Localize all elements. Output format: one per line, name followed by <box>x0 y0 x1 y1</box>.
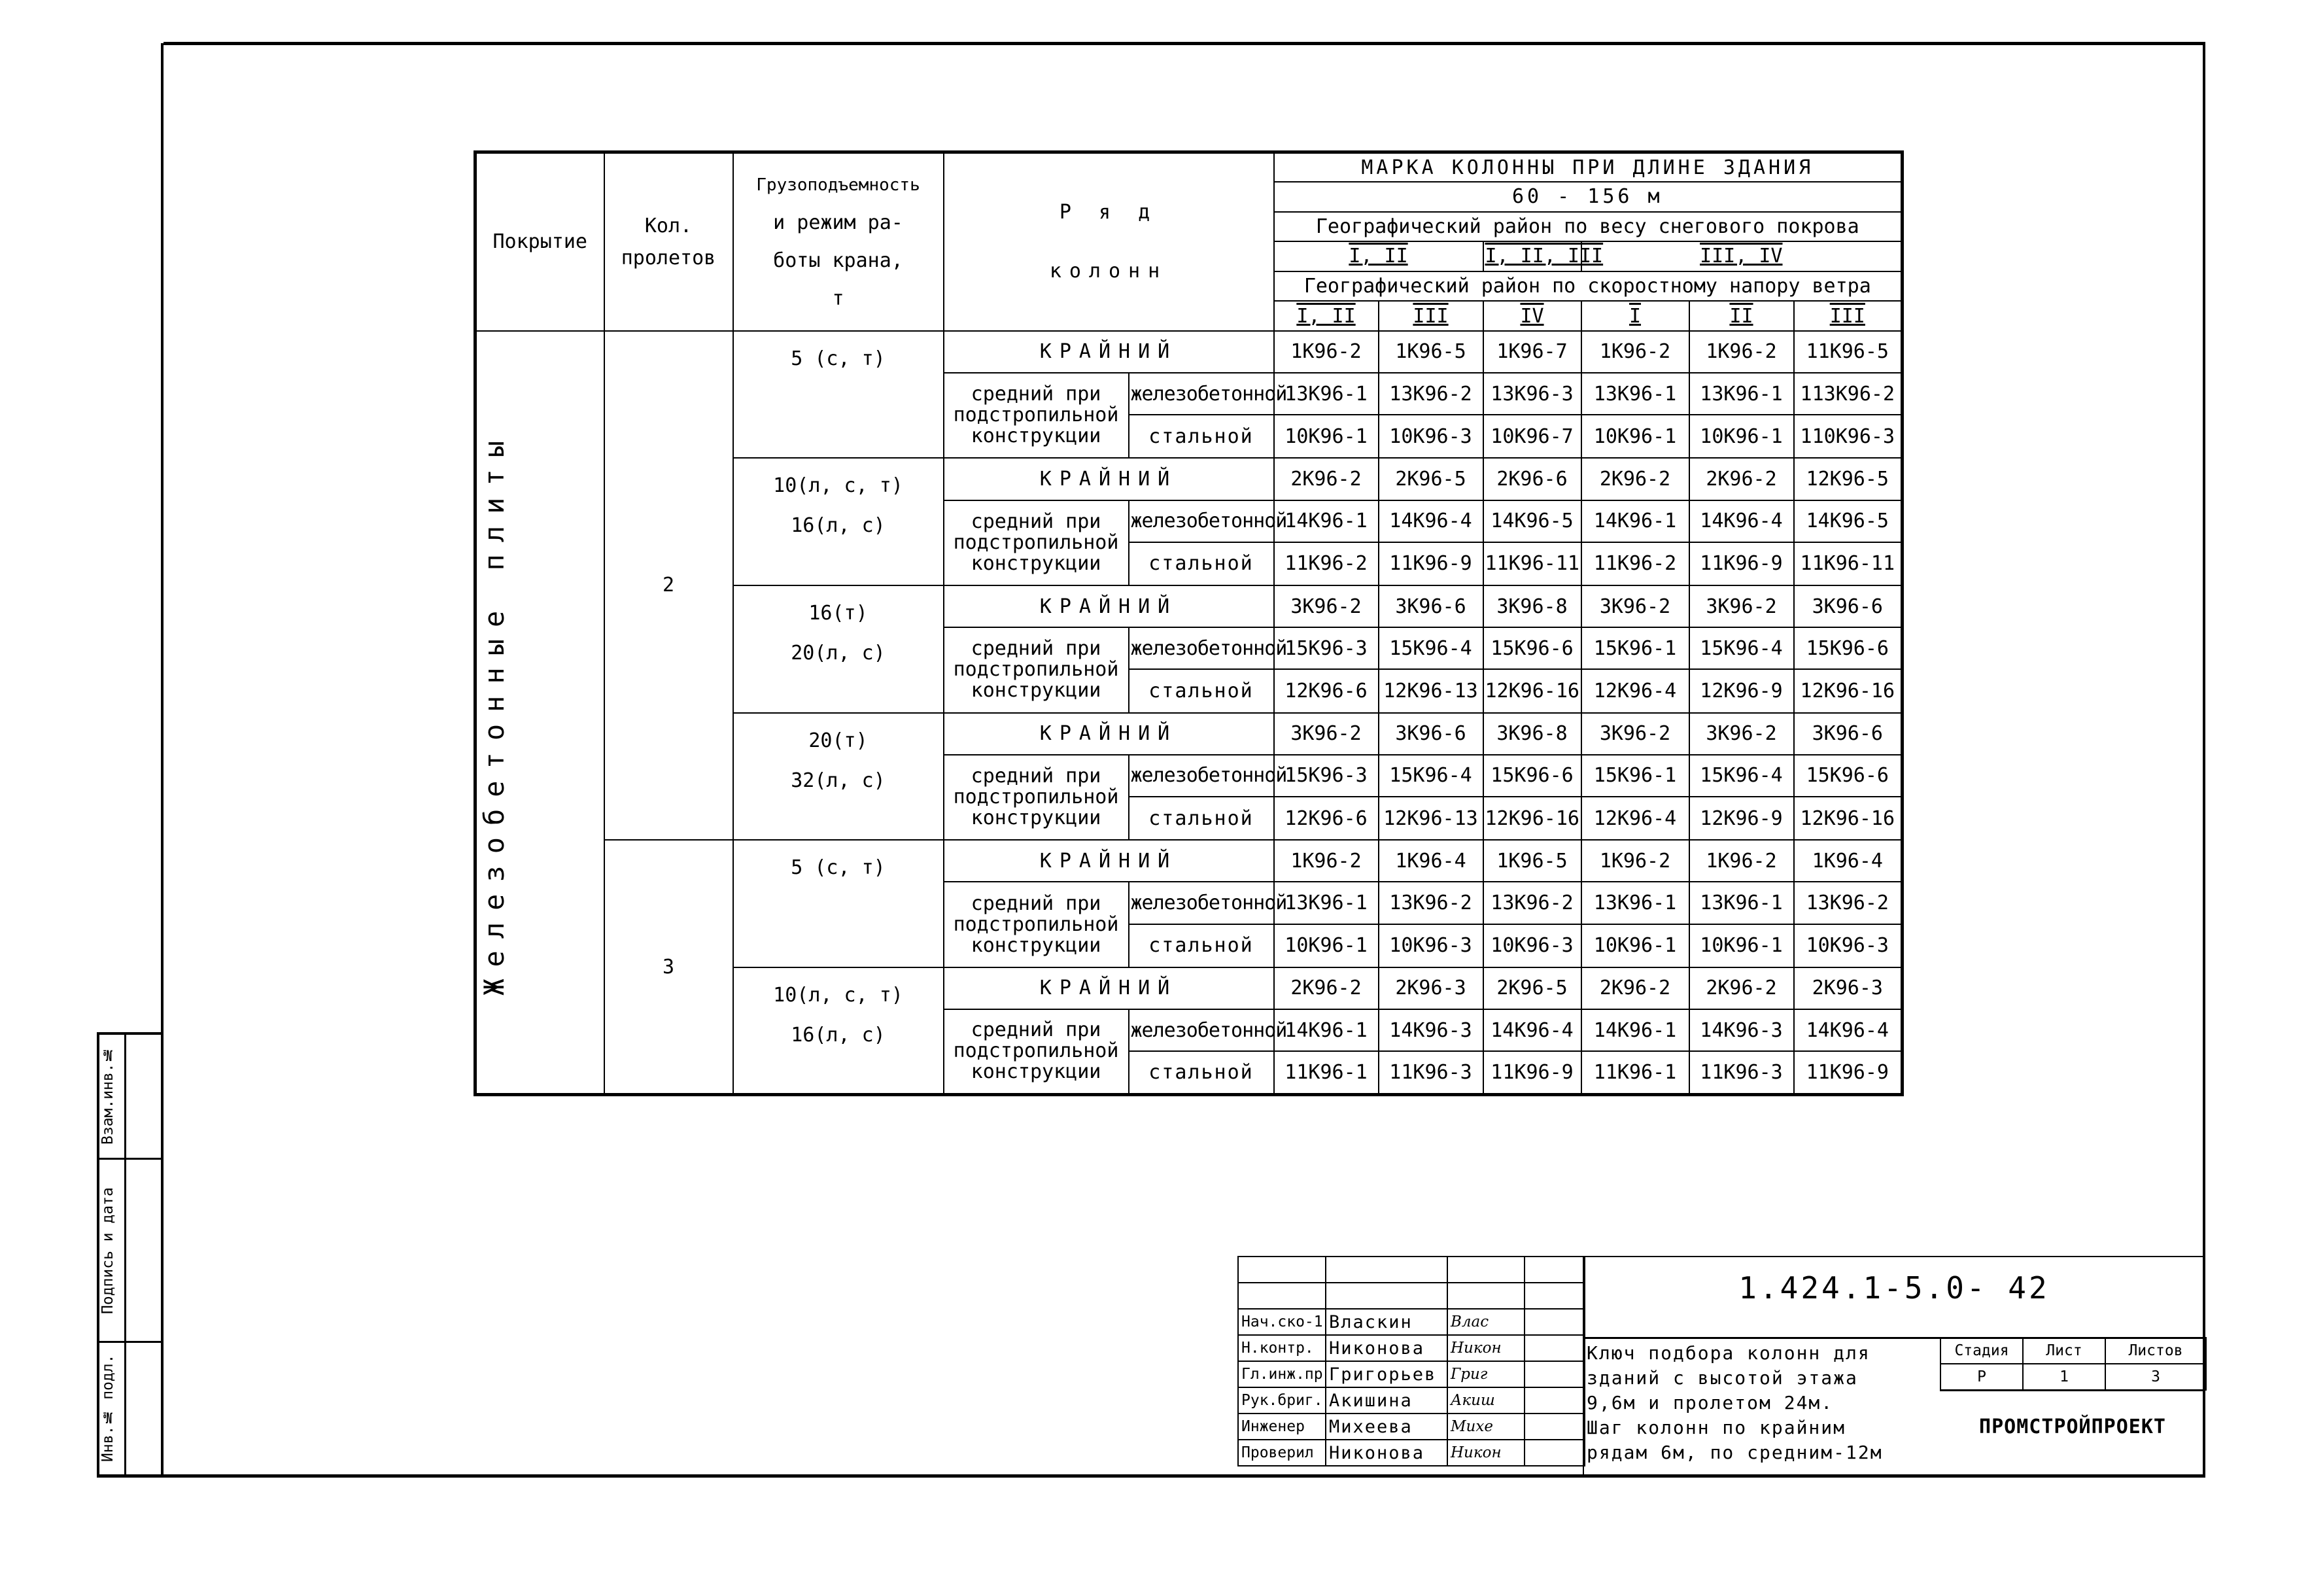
edge-mark: 3К96-6 <box>1379 585 1483 627</box>
row-middle-label: средний при подстропильной конструкции <box>944 755 1129 840</box>
rc-mark: 13К96-3 <box>1483 373 1581 415</box>
steel-mark: 10К96-1 <box>1581 924 1689 967</box>
rc-mark: 14К96-4 <box>1483 1009 1581 1051</box>
signature-row <box>1238 1335 1585 1361</box>
steel-mark: 10К96-1 <box>1689 415 1794 458</box>
crane-load: 16(л, с) <box>791 514 886 538</box>
wind-group: I <box>1581 301 1689 331</box>
person-role: Инженер <box>1238 1414 1326 1440</box>
margin-sep-1 <box>97 1158 164 1160</box>
edge-mark: 1К96-5 <box>1379 331 1483 373</box>
org-top-line <box>1940 1389 2205 1391</box>
rc-mark: 15К96-6 <box>1794 627 1903 669</box>
rc-label: железобетонной <box>1129 755 1274 797</box>
edge-mark: 2К96-2 <box>1274 967 1379 1009</box>
margin-sep-2 <box>97 1341 164 1343</box>
wind-group: IV <box>1483 301 1581 331</box>
crane-load-cell <box>733 458 944 585</box>
sheets-label: Листов <box>2105 1338 2206 1364</box>
rc-mark: 13К96-1 <box>1274 882 1379 924</box>
coverage-label: Железобетонные плиты <box>478 429 510 996</box>
person-name: Григорьев <box>1326 1361 1447 1387</box>
edge-mark: 1К96-2 <box>1274 331 1379 373</box>
sheets-value: 3 <box>2105 1364 2206 1390</box>
crane-load: 32(л, с) <box>791 769 886 792</box>
rc-mark: 13К96-2 <box>1483 882 1581 924</box>
edge-mark: 3К96-2 <box>1274 585 1379 627</box>
wind-group: III <box>1379 301 1483 331</box>
rc-mark: 13К96-1 <box>1581 882 1689 924</box>
edge-mark: 1К96-2 <box>1689 331 1794 373</box>
blank-row <box>1238 1283 1585 1309</box>
rc-mark: 15К96-3 <box>1274 755 1379 797</box>
steel-mark: 10К96-3 <box>1379 924 1483 967</box>
mark-title: МАРКА КОЛОННЫ ПРИ ДЛИНЕ ЗДАНИЯ <box>1274 152 1903 182</box>
header-coverage: Покрытие <box>475 152 604 331</box>
steel-mark: 10К96-3 <box>1794 924 1903 967</box>
steel-mark: 11К96-11 <box>1483 542 1581 585</box>
steel-mark: 10К96-1 <box>1581 415 1689 458</box>
signature-row <box>1238 1361 1585 1387</box>
edge-mark: 2К96-5 <box>1483 967 1581 1009</box>
crane-load: 5 (с, т) <box>791 347 886 370</box>
snow-group-1: I, II <box>1274 241 1483 271</box>
edge-mark: 1К96-2 <box>1689 840 1794 882</box>
row-edge-label: КРАЙНИЙ <box>944 331 1274 373</box>
edge-mark: 1К96-4 <box>1794 840 1903 882</box>
row-edge-label: КРАЙНИЙ <box>944 967 1274 1009</box>
steel-mark: 10К96-1 <box>1689 924 1794 967</box>
edge-mark: 2К96-5 <box>1379 458 1483 500</box>
steel-mark: 12К96-4 <box>1581 669 1689 712</box>
edge-mark: 1К96-5 <box>1483 840 1581 882</box>
snow-group-2: I, II, III <box>1483 241 1581 271</box>
row-edge-label: КРАЙНИЙ <box>944 713 1274 755</box>
rc-mark: 15К96-4 <box>1689 755 1794 797</box>
rc-label: железобетонной <box>1129 500 1274 542</box>
edge-mark: 3К96-8 <box>1483 585 1581 627</box>
steel-mark: 10К96-7 <box>1483 415 1581 458</box>
edge-mark: 2К96-3 <box>1379 967 1483 1009</box>
header-spans: Кол. пролетов <box>604 152 733 331</box>
steel-label: стальной <box>1129 924 1274 967</box>
steel-label: стальной <box>1129 797 1274 840</box>
rc-mark: 14К96-1 <box>1274 1009 1379 1051</box>
steel-mark: 110К96-3 <box>1794 415 1903 458</box>
building-length: 60 - 156 м <box>1274 182 1903 212</box>
edge-mark: 1К96-2 <box>1581 331 1689 373</box>
rc-mark: 14К96-5 <box>1794 500 1903 542</box>
steel-mark: 11К96-11 <box>1794 542 1903 585</box>
steel-mark: 11К96-3 <box>1379 1051 1483 1094</box>
wind-region: Географический район по скоростному напору ветра <box>1274 271 1903 302</box>
rc-label: железобетонной <box>1129 373 1274 415</box>
steel-label: стальной <box>1129 415 1274 458</box>
steel-mark: 11К96-9 <box>1794 1051 1903 1094</box>
rc-mark: 15К96-1 <box>1581 627 1689 669</box>
snow-region: Географический район по весу снегового покрова <box>1274 212 1903 242</box>
rc-label: железобетонной <box>1129 882 1274 924</box>
signature-row <box>1238 1440 1585 1466</box>
row-middle-label: средний при подстропильной конструкции <box>944 627 1129 712</box>
rc-mark: 13К96-1 <box>1689 373 1794 415</box>
crane-load: 10(л, с, т) <box>773 983 903 1007</box>
steel-mark: 11К96-2 <box>1274 542 1379 585</box>
edge-mark: 3К96-2 <box>1581 585 1689 627</box>
edge-mark: 12К96-5 <box>1794 458 1903 500</box>
edge-mark: 2К96-2 <box>1274 458 1379 500</box>
rc-mark: 15К96-6 <box>1794 755 1903 797</box>
steel-mark: 12К96-6 <box>1274 797 1379 840</box>
rc-mark: 15К96-4 <box>1689 627 1794 669</box>
header-load: Грузоподъемность и режим ра- боты крана, т <box>733 152 944 331</box>
rc-mark: 13К96-1 <box>1689 882 1794 924</box>
steel-mark: 10К96-1 <box>1274 924 1379 967</box>
rc-mark: 14К96-4 <box>1379 500 1483 542</box>
steel-mark: 11К96-1 <box>1581 1051 1689 1094</box>
sheet-label: Лист <box>2023 1338 2105 1364</box>
steel-mark: 12К96-16 <box>1483 797 1581 840</box>
rc-mark: 15К96-1 <box>1581 755 1689 797</box>
margin-podpis: Подпись и дата <box>99 1187 116 1314</box>
crane-load: 16(т) <box>808 601 868 625</box>
row-middle-label: средний при подстропильной конструкции <box>944 1009 1129 1095</box>
person-name: Михеева <box>1326 1414 1447 1440</box>
edge-mark: 2К96-2 <box>1581 458 1689 500</box>
edge-mark: 1К96-4 <box>1379 840 1483 882</box>
edge-mark: 2К96-3 <box>1794 967 1903 1009</box>
edge-mark: 3К96-8 <box>1483 713 1581 755</box>
person-name: Никонова <box>1326 1440 1447 1466</box>
rc-mark: 13К96-1 <box>1274 373 1379 415</box>
edge-mark: 1К96-7 <box>1483 331 1581 373</box>
edge-mark: 2К96-2 <box>1689 967 1794 1009</box>
rc-mark: 14К96-3 <box>1689 1009 1794 1051</box>
edge-mark: 1К96-2 <box>1581 840 1689 882</box>
rc-label: железобетонной <box>1129 627 1274 669</box>
edge-mark: 11К96-5 <box>1794 331 1903 373</box>
rc-mark: 13К96-2 <box>1379 882 1483 924</box>
edge-mark: 3К96-2 <box>1689 585 1794 627</box>
steel-mark: 10К96-1 <box>1274 415 1379 458</box>
steel-mark: 12К96-13 <box>1379 797 1483 840</box>
person-signature: Никон <box>1447 1335 1525 1361</box>
rc-mark: 14К96-3 <box>1379 1009 1483 1051</box>
row-middle-label: средний при подстропильной конструкции <box>944 500 1129 585</box>
wind-group: II <box>1689 301 1794 331</box>
edge-mark: 3К96-6 <box>1379 713 1483 755</box>
steel-mark: 12К96-9 <box>1689 669 1794 712</box>
person-signature: Влас <box>1447 1309 1525 1335</box>
person-role: Рук.бриг. <box>1238 1387 1326 1414</box>
sheet-description: Ключ подбора колонн для зданий с высотой этажа 9,6м и пролетом 24м. Шаг колонн по крайним рядам 6м, по средним-12м <box>1587 1342 1883 1463</box>
rc-mark: 15К96-4 <box>1379 755 1483 797</box>
person-signature: Акиш <box>1447 1387 1525 1414</box>
crane-load: 20(т) <box>808 729 868 752</box>
person-role: Проверил <box>1238 1440 1326 1466</box>
row-middle-label: средний при подстропильной конструкции <box>944 373 1129 458</box>
steel-mark: 11К96-9 <box>1379 542 1483 585</box>
person-role: Гл.инж.пр <box>1238 1361 1326 1387</box>
edge-mark: 3К96-2 <box>1689 713 1794 755</box>
rc-mark: 15К96-6 <box>1483 755 1581 797</box>
steel-mark: 11К96-2 <box>1581 542 1689 585</box>
signature-row <box>1238 1414 1585 1440</box>
rc-mark: 113К96-2 <box>1794 373 1903 415</box>
organization-name: ПРОМСТРОЙПРОЕКТ <box>1979 1415 2166 1438</box>
edge-mark: 3К96-6 <box>1794 585 1903 627</box>
row-middle-label: средний при подстропильной конструкции <box>944 882 1129 967</box>
rc-mark: 15К96-3 <box>1274 627 1379 669</box>
steel-mark: 12К96-4 <box>1581 797 1689 840</box>
edge-mark: 3К96-6 <box>1794 713 1903 755</box>
steel-mark: 10К96-3 <box>1379 415 1483 458</box>
stage-label: Стадия <box>1940 1338 2023 1364</box>
steel-mark: 10К96-3 <box>1483 924 1581 967</box>
document-code: 1.424.1-5.0- 42 <box>1738 1270 2050 1306</box>
sheet-value: 1 <box>2023 1364 2105 1390</box>
row-edge-label: КРАЙНИЙ <box>944 458 1274 500</box>
snow-group-3: III, IV <box>1581 241 1903 271</box>
stage-table <box>1940 1337 2207 1391</box>
crane-load: 10(л, с, т) <box>773 474 903 498</box>
rc-mark: 14К96-1 <box>1581 1009 1689 1051</box>
coverage-cell <box>475 331 604 1095</box>
steel-mark: 12К96-9 <box>1689 797 1794 840</box>
person-role: Нач.ско-1 <box>1238 1309 1326 1335</box>
title-block-left <box>1237 1256 1585 1466</box>
person-signature: Григ <box>1447 1361 1525 1387</box>
steel-mark: 11К96-9 <box>1689 542 1794 585</box>
spans-cell: 3 <box>604 840 733 1094</box>
person-name: Акишина <box>1326 1387 1447 1414</box>
steel-mark: 12К96-13 <box>1379 669 1483 712</box>
crane-load: 20(л, с) <box>791 641 886 665</box>
frame-top-line <box>164 42 2205 45</box>
rc-mark: 14К96-4 <box>1689 500 1794 542</box>
stage-value: Р <box>1940 1364 2023 1390</box>
person-name: Власкин <box>1326 1309 1447 1335</box>
person-name: Никонова <box>1326 1335 1447 1361</box>
edge-mark: 3К96-2 <box>1581 713 1689 755</box>
rc-mark: 13К96-2 <box>1379 373 1483 415</box>
row-edge-label: КРАЙНИЙ <box>944 840 1274 882</box>
blank-row <box>1238 1257 1585 1283</box>
crane-load: 5 (с, т) <box>791 856 886 880</box>
spans-cell: 2 <box>604 331 733 840</box>
rc-mark: 14К96-1 <box>1274 500 1379 542</box>
rc-label: железобетонной <box>1129 1009 1274 1051</box>
steel-mark: 12К96-16 <box>1794 669 1903 712</box>
wind-group: III <box>1794 301 1903 331</box>
steel-label: стальной <box>1129 1051 1274 1094</box>
crane-load-cell <box>733 713 944 841</box>
signature-row <box>1238 1309 1585 1335</box>
column-selection-table <box>474 150 1904 1096</box>
steel-label: стальной <box>1129 669 1274 712</box>
person-role: Н.контр. <box>1238 1335 1326 1361</box>
edge-mark: 2К96-6 <box>1483 458 1581 500</box>
crane-load-cell <box>733 331 944 459</box>
edge-mark: 3К96-2 <box>1274 713 1379 755</box>
steel-mark: 11К96-3 <box>1689 1051 1794 1094</box>
wind-group: I, II <box>1274 301 1379 331</box>
rc-mark: 13К96-2 <box>1794 882 1903 924</box>
person-signature: Михе <box>1447 1414 1525 1440</box>
rc-mark: 15К96-6 <box>1483 627 1581 669</box>
steel-mark: 11К96-1 <box>1274 1051 1379 1094</box>
header-row: Р я д колонн <box>944 152 1274 331</box>
steel-label: стальной <box>1129 542 1274 585</box>
table-row <box>475 840 1903 882</box>
crane-load: 16(л, с) <box>791 1023 886 1047</box>
rc-mark: 14К96-5 <box>1483 500 1581 542</box>
signature-row <box>1238 1387 1585 1414</box>
rc-mark: 13К96-1 <box>1581 373 1689 415</box>
edge-mark: 2К96-2 <box>1581 967 1689 1009</box>
table-row <box>475 331 1903 373</box>
margin-inv-podl: Инв.№ подл. <box>99 1354 116 1463</box>
rc-mark: 14К96-4 <box>1794 1009 1903 1051</box>
margin-vzam: Взам.инв.№ <box>99 1046 116 1145</box>
row-edge-label: КРАЙНИЙ <box>944 585 1274 627</box>
crane-load-cell <box>733 585 944 713</box>
rc-mark: 14К96-1 <box>1581 500 1689 542</box>
rc-mark: 15К96-4 <box>1379 627 1483 669</box>
steel-mark: 11К96-9 <box>1483 1051 1581 1094</box>
person-signature: Никон <box>1447 1440 1525 1466</box>
edge-mark: 1К96-2 <box>1274 840 1379 882</box>
crane-load-cell <box>733 840 944 967</box>
edge-mark: 2К96-2 <box>1689 458 1794 500</box>
steel-mark: 12К96-16 <box>1794 797 1903 840</box>
crane-load-cell <box>733 967 944 1095</box>
steel-mark: 12К96-6 <box>1274 669 1379 712</box>
steel-mark: 12К96-16 <box>1483 669 1581 712</box>
